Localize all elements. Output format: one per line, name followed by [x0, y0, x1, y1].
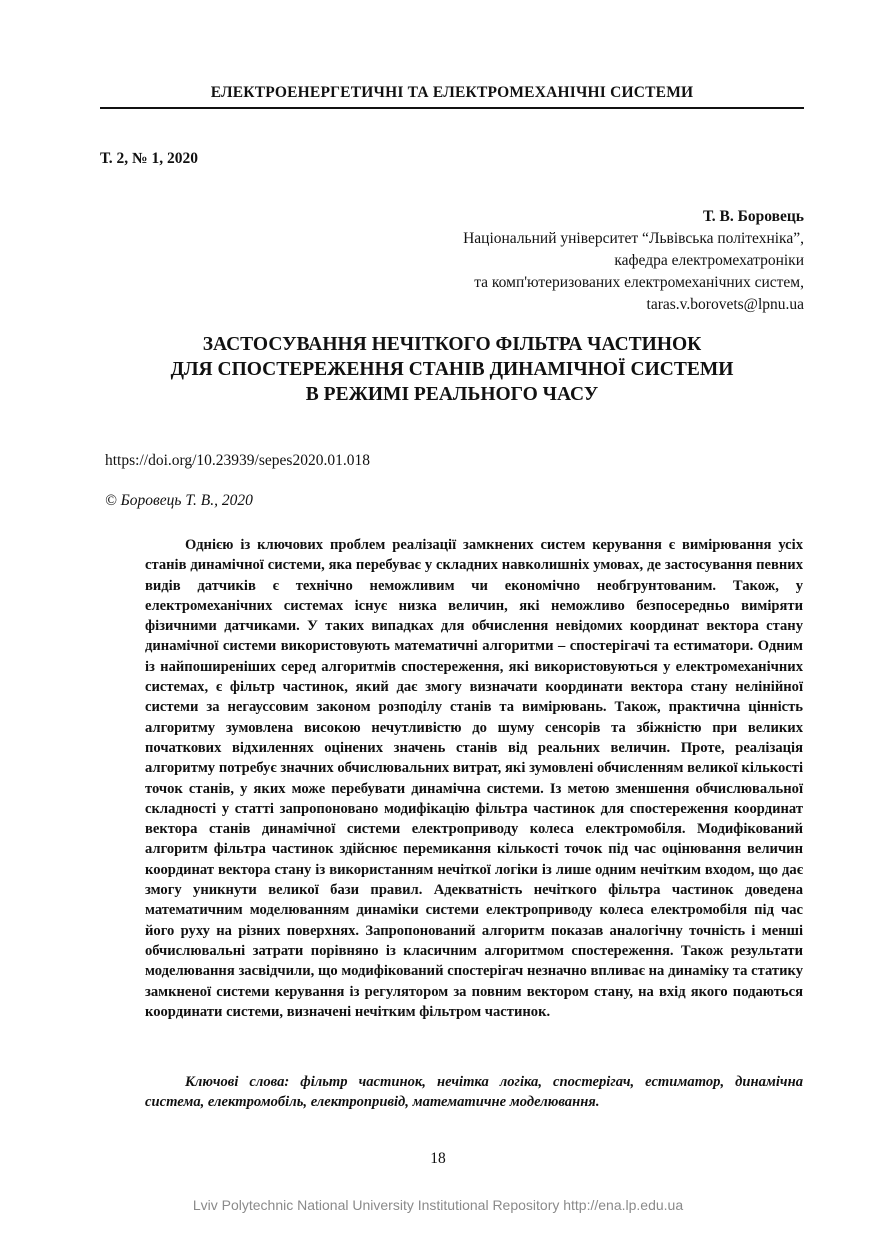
journal-title: ЕЛЕКТРОЕНЕРГЕТИЧНІ ТА ЕЛЕКТРОМЕХАНІЧНІ СИСТЕМИ	[210, 84, 694, 101]
affiliation-line: та комп'ютеризованих електромеханічних систем,	[474, 274, 804, 291]
author-block	[304, 206, 804, 316]
doi-link[interactable]: https://doi.org/10.23939/sepes2020.01.018	[105, 452, 370, 469]
keywords-text: Ключові слова: фільтр частинок, нечітка логіка, спостерігач, естиматор, динамічна система, електромобіль, електропривід, математичне моделювання.	[145, 1074, 803, 1111]
affiliation-line: Національний університет “Львівська політехніка”,	[463, 230, 804, 247]
copyright-notice: © Боровець Т. В., 2020	[105, 492, 253, 509]
paper-title-line: ЗАСТОСУВАННЯ НЕЧІТКОГО ФІЛЬТРА ЧАСТИНОК	[202, 334, 702, 355]
affiliation-line: кафедра електромехатроніки	[614, 252, 804, 269]
page-number: 18	[430, 1150, 446, 1167]
header-divider	[100, 107, 804, 109]
abstract-text: Однією із ключових проблем реалізації замкнених систем керування є вимірювання усіх станів динамічної системи, яка перебуває у складних навколишніх умовах, де застосування певних видів датчиків є технічно неможливим чи економічно необгрунтованим. Також, у електромеханічних системах існує низка величин, які неможливо безпосередньо виміряти фізичними датчиками. У таких випадках для обчислення невідомих координат вектора стану динамічної системи використовують математичні алгоритми – спостерігачі та естиматори. Одним із найпоширеніших серед алгоритмів спостереження, які використовуються у електромеханічних системах, є фільтр частинок, який дає змогу визначати координати вектора стану нелінійної системи за негауссовим законом розподілу станів та вимірювань. Також, практична цінність алгоритму зумовлена високою нечутливістю до шуму сенсорів та збіжністю при великих початкових відхиленнях оцінених значень станів від реальних величин. Проте, реалізація алгоритму потребує значних обчислювальних витрат, які зумовлені обчисленням великої кількості точок станів, у яких може перебувати динамічна системи. Із метою зменшення обчислювальної складності у статті запропоновано модифікацію фільтра частинок для спостереження координат вектора станів динамічної системи електроприводу колеса електромобіля. Модифікований алгоритм фільтра частинок здійснює перемикання кількості точок під час оцінювання величин координат вектора стану із використанням нечіткої логіки із лише одним нечітким входом, що дає змогу уникнути великої бази правил. Адекватність нечіткого фільтра частинок доведена математичним моделюванням динаміки системи електроприводу колеса електромобіля під час його руху на різних поверхнях. Запропонований алгоритм показав аналогічну точність і менші обчислювальні затрати порівняно із класичним алгоритмом спостереження. Також результати моделювання засвідчили, що модифікований спостерігач незначно впливає на динаміку та статику замкненої системи керування із регулятором за повним вектором стану, на вхід якого подаються координати системи, визначені нечітким фільтром частинок.	[145, 537, 803, 1020]
paper-title-line: В РЕЖИМІ РЕАЛЬНОГО ЧАСУ	[305, 384, 599, 405]
issue-info: Т. 2, № 1, 2020	[100, 150, 198, 167]
author-email[interactable]: taras.v.borovets@lpnu.ua	[646, 296, 804, 313]
paper-title-line: ДЛЯ СПОСТЕРЕЖЕННЯ СТАНІВ ДИНАМІЧНОЇ СИСТЕМИ	[170, 359, 734, 380]
author-name: Т. В. Боровець	[703, 208, 804, 225]
paper-title	[100, 332, 804, 407]
repository-footer: Lviv Polytechnic National University Institutional Repository http://ena.lp.edu.ua	[192, 1197, 684, 1213]
